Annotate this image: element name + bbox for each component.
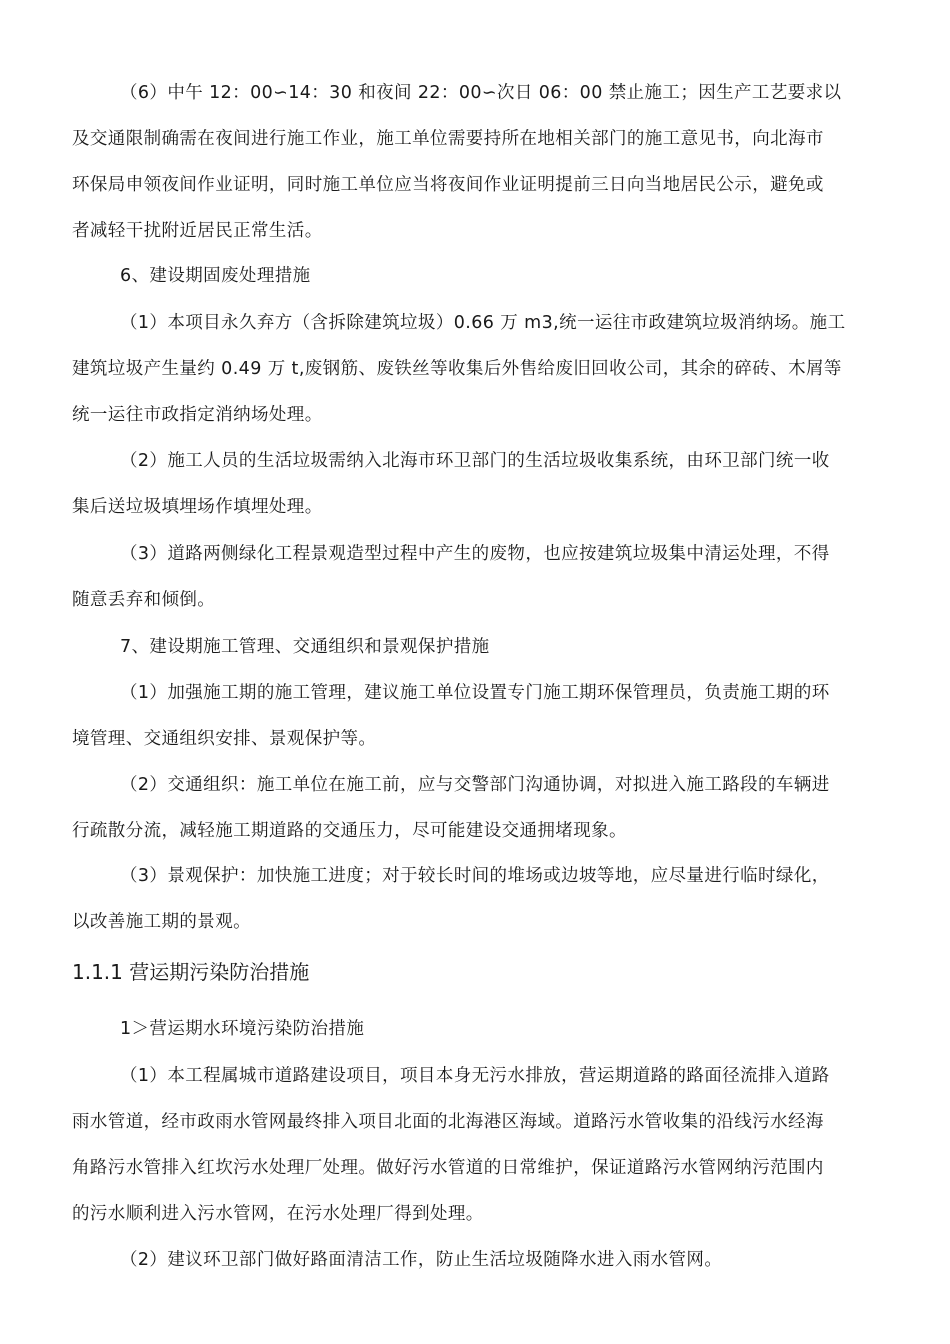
paragraph-waste-2 xyxy=(72,438,892,530)
paragraph-management-2 xyxy=(72,762,892,854)
subsection-water-title: 1＞营运期水环境污染防治措施 xyxy=(120,1019,365,1039)
paragraph-operation-1 xyxy=(72,1053,892,1237)
text-line: 环保局申领夜间作业证明，同时施工单位应当将夜间作业证明提前三日向当地居民公示，避免或 xyxy=(72,175,824,195)
text-line: （2）建议环卫部门做好路面清洁工作，防止生活垃圾随降水进入雨水管网。 xyxy=(120,1250,723,1270)
text-line: 建筑垃圾产生量约 0.49 万 t,废钢筋、废铁丝等收集后外售给废旧回收公司，其余的碎砖、木屑等 xyxy=(72,359,842,379)
text-line: 随意丢弃和倾倒。 xyxy=(72,590,216,610)
text-line: 角路污水管排入红坎污水处理厂处理。做好污水管道的日常维护，保证道路污水管网纳污范围内 xyxy=(72,1158,824,1178)
paragraph-waste-1 xyxy=(72,300,892,438)
section-7-title: 7、建设期施工管理、交通组织和景观保护措施 xyxy=(120,637,490,657)
text-line: 统一运往市政指定消纳场处理。 xyxy=(72,405,323,425)
paragraph-management-3 xyxy=(72,853,892,945)
text-line: 以改善施工期的景观。 xyxy=(72,912,251,932)
text-line: 境管理、交通组织安排、景观保护等。 xyxy=(72,729,377,749)
text-line: 行疏散分流，减轻施工期道路的交通压力，尽可能建设交通拥堵现象。 xyxy=(72,821,627,841)
paragraph-management-1 xyxy=(72,670,892,762)
section-heading-1-1-1: 1.1.1 营运期污染防治措施 xyxy=(72,960,310,984)
section-6-title: 6、建设期固废处理措施 xyxy=(120,266,311,286)
text-line: （1）本工程属城市道路建设项目，项目本身无污水排放，营运期道路的路面径流排入道路 xyxy=(120,1066,830,1086)
text-line: 及交通限制确需在夜间进行施工作业，施工单位需要持所在地相关部门的施工意见书，向北海市 xyxy=(72,129,824,149)
text-line: 的污水顺利进入污水管网，在污水处理厂得到处理。 xyxy=(72,1204,484,1224)
text-line: （3）道路两侧绿化工程景观造型过程中产生的废物，也应按建筑垃圾集中清运处理，不得 xyxy=(120,544,830,564)
text-line: （2）交通组织：施工单位在施工前，应与交警部门沟通协调，对拟进入施工路段的车辆进 xyxy=(120,775,830,795)
paragraph-night-construction xyxy=(72,70,892,254)
paragraph-operation-2 xyxy=(72,1237,892,1283)
paragraph-waste-3 xyxy=(72,531,892,623)
text-line: （3）景观保护：加快施工进度；对于较长时间的堆场或边坡等地，应尽量进行临时绿化， xyxy=(120,866,830,886)
text-line: 者减轻干扰附近居民正常生活。 xyxy=(72,221,323,241)
text-line: （6）中午 12：00∽14：30 和夜间 22：00∽次日 06：00 禁止施工；因生产工艺要求以 xyxy=(120,83,842,103)
text-line: 雨水管道，经市政雨水管网最终排入项目北面的北海港区海域。道路污水管收集的沿线污水经海 xyxy=(72,1112,824,1132)
text-line: （1）本项目永久弃方（含拆除建筑垃圾）0.66 万 m3,统一运往市政建筑垃圾消纳场。施工 xyxy=(120,313,846,333)
text-line: （1）加强施工期的施工管理，建议施工单位设置专门施工期环保管理员，负责施工期的环 xyxy=(120,683,830,703)
text-line: （2）施工人员的生活垃圾需纳入北海市环卫部门的生活垃圾收集系统，由环卫部门统一收 xyxy=(120,451,830,471)
text-line: 集后送垃圾填埋场作填埋处理。 xyxy=(72,497,323,517)
